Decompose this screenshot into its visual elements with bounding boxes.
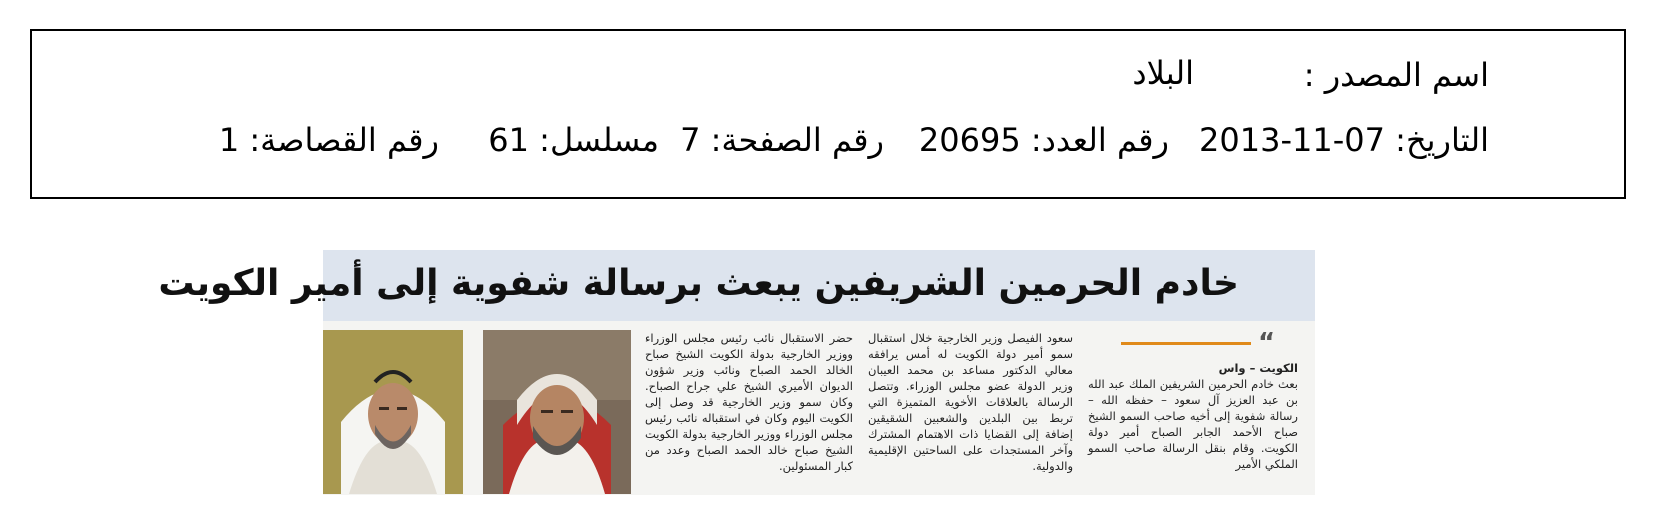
serial-field: مسلسل: 61 (488, 121, 659, 159)
column-3-text: حضر الاستقبال نائب رئيس مجلس الوزراء ووزير الخارجية بدولة الكويت الشيخ صباح الخالد الحمد الصباح ونائب وزير شؤون الديوان الأميري الشيخ علي جراح الصباح. وكان سمو وزير الخارجية قد وصل إلى الكويت اليوم وكان في استقباله نائب رئيس مجلس الوزراء ووزير الخارجية بدولة الكويت الشيخ صباح خالد الحمد الصباح وعدد من كبار المسئولين. (645, 331, 853, 473)
issue-number-field: رقم العدد: 20695 (918, 121, 1169, 159)
headline-band (158, 250, 1315, 321)
article-column-1 (1088, 360, 1298, 473)
article-headline: خادم الحرمين الشريفين يبعث برسالة شفوية إلى أمير الكويت (158, 263, 1239, 304)
portrait-photo-king (483, 330, 631, 494)
article-column-2 (868, 330, 1073, 475)
article-byline: الكويت – واس (1218, 361, 1298, 375)
newspaper-clipping (158, 250, 1315, 495)
source-info-box (30, 29, 1626, 199)
column-2-text: سعود الفيصل وزير الخارجية خلال استقبال سمو أمير دولة الكويت له أمس يرافقه معالي الدكتور مساعد بن محمد العيبان وزير الدولة عضو مجلس الوزراء. وتتصل الرسالة بالعلاقات الأخوية المتميزة التي تربط بين البلدين والشعبين الشقيقين إضافة إلى القضايا ذات الاهتمام المشترك وآخر المستجدات على الساحتين الإقليمية والدولية. (868, 331, 1073, 473)
article-column-3 (645, 330, 853, 475)
portrait-photo-crown-prince (323, 330, 463, 494)
source-label: اسم المصدر : (1303, 56, 1489, 94)
page-number-field: رقم الصفحة: 7 (680, 121, 884, 159)
clip-number-field: رقم القصاصة: 1 (218, 121, 439, 159)
source-value: البلاد (1132, 54, 1194, 92)
date-field: التاريخ: 07-11-2013 (1199, 121, 1489, 159)
quote-mark-icon: “ (1258, 328, 1276, 358)
accent-rule (1121, 342, 1251, 345)
column-1-text: بعث خادم الحرمين الشريفين الملك عبد الله بن عبد العزيز آل سعود – حفظه الله – رسالة شفوية إلى أخيه صاحب السمو الشيخ صباح الأحمد الجابر الصباح أمير دولة الكويت. وقام بنقل الرسالة صاحب السمو الملكي الأمير (1088, 377, 1298, 471)
